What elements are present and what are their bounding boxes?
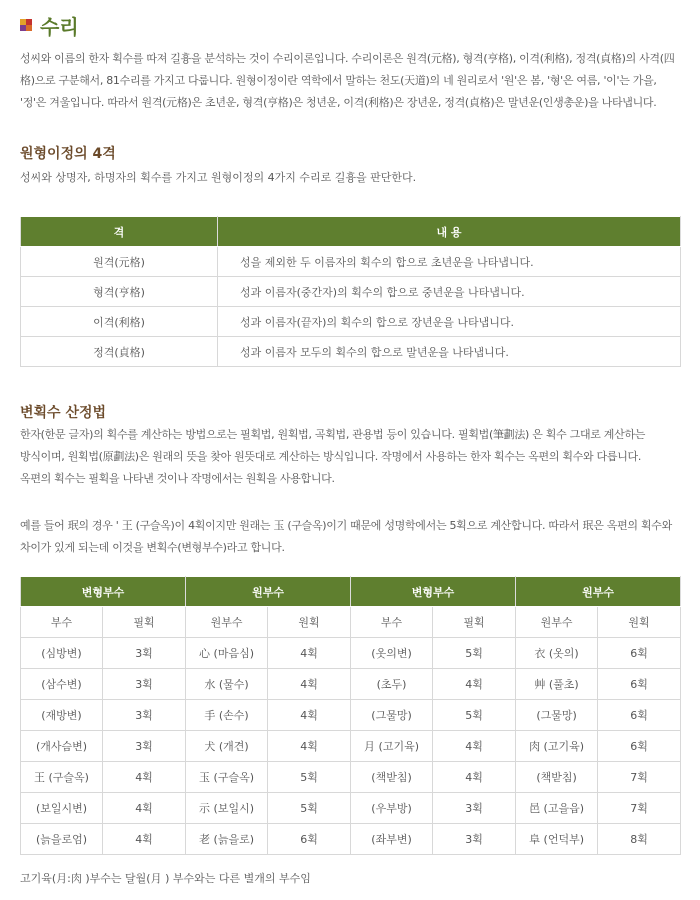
original-busu-cell: 犬 (개견) [186,731,268,762]
header-gyeok: 격 [21,217,218,247]
group-header: 원부수 [516,577,681,607]
original-busu-cell: 示 (보일시) [186,793,268,824]
original-busu-cell: 肉 (고기육) [516,731,598,762]
original-stroke-cell: 7획 [598,793,681,824]
stroke-cell: 5획 [433,700,516,731]
color-squares-icon [20,19,32,31]
gyeok-content: 성과 이름자(중간자)의 획수의 합으로 중년운을 나타냅니다. [218,277,681,307]
sub-header: 원획 [268,607,351,638]
gyeok-name: 이격(利格) [21,307,218,337]
busu-cell: 月 (고기육) [351,731,433,762]
intro-line: 성씨와 이름의 한자 획수를 따져 길흉을 분석하는 것이 수리이론입니다. 수리이론은 원격(元格), 형격(亨格), 이격(利格), 정격(貞格)의 사격(四 [20,52,675,65]
stroke-cell: 4획 [433,731,516,762]
original-stroke-cell: 4획 [268,669,351,700]
table-header-row [21,217,681,247]
four-gyeok-table [20,216,681,367]
stroke-cell: 3획 [103,700,186,731]
original-busu-cell: 水 (물수) [186,669,268,700]
original-stroke-cell: 8획 [598,824,681,855]
original-stroke-cell: 5획 [268,793,351,824]
paragraph-line: 한자(한문 글자)의 획수를 계산하는 방법으로는 필획법, 원획법, 곡획법, 관용법 등이 있습니다. 필획법(筆劃法) 은 획수 그대로 계산하는 [20,428,646,441]
sub-header: 원부수 [186,607,268,638]
busu-cell: (초두) [351,669,433,700]
original-stroke-cell: 6획 [598,669,681,700]
busu-cell: (재방변) [21,700,103,731]
footnote: 고기육(月:肉 )부수는 달월(月 ) 부수와는 다른 별개의 부수임 [20,872,311,885]
sub-header: 원획 [598,607,681,638]
original-busu-cell: 老 (늙을로) [186,824,268,855]
byeonhoeksu-paragraph-1 [20,424,680,490]
table-row [21,669,681,700]
original-stroke-cell: 6획 [598,700,681,731]
gyeok-name: 원격(元格) [21,247,218,277]
busu-cell: (심방변) [21,638,103,669]
gyeok-name: 정격(貞格) [21,337,218,367]
busu-cell: (책받침) [351,762,433,793]
stroke-cell: 4획 [103,824,186,855]
stroke-cell: 4획 [433,669,516,700]
group-header: 변형부수 [21,577,186,607]
original-stroke-cell: 6획 [598,638,681,669]
gyeok-name: 형격(亨格) [21,277,218,307]
section-desc-four-gyeok: 성씨와 상명자, 하명자의 획수를 가지고 원형이정의 4가지 수리로 길흉을 판단한다. [20,171,417,184]
busu-cell: (보일시변) [21,793,103,824]
table-row [21,824,681,855]
intro-line: '정'은 겨울입니다. 따라서 원격(元格)은 초년운, 형격(亨格)은 청년운, 이격(利格)은 장년운, 정격(貞格)은 말년운(인생총운)을 나타냅니다. [20,96,657,109]
busu-cell: (개사슴변) [21,731,103,762]
stroke-cell: 4획 [103,762,186,793]
stroke-cell: 3획 [103,669,186,700]
group-header-row [21,577,681,607]
sub-header: 원부수 [516,607,598,638]
original-stroke-cell: 7획 [598,762,681,793]
original-busu-cell: (그물망) [516,700,598,731]
section-title-four-gyeok: 원형이정의 4격 [20,146,116,162]
stroke-cell: 3획 [433,793,516,824]
header-content: 내 용 [218,217,681,247]
sub-header: 부수 [21,607,103,638]
original-busu-cell: 邑 (고을읍) [516,793,598,824]
group-header: 변형부수 [351,577,516,607]
stroke-cell: 4획 [103,793,186,824]
original-stroke-cell: 6획 [598,731,681,762]
original-stroke-cell: 4획 [268,638,351,669]
stroke-cell: 3획 [103,638,186,669]
busu-cell: (삼수변) [21,669,103,700]
table-row [21,277,681,307]
stroke-cell: 5획 [433,638,516,669]
original-busu-cell: 心 (마음심) [186,638,268,669]
busu-cell: (좌부변) [351,824,433,855]
table-row [21,793,681,824]
busu-cell: (그물망) [351,700,433,731]
byeonhyeong-busu-table [20,576,681,855]
table-row [21,638,681,669]
busu-cell: (늙을로엄) [21,824,103,855]
gyeok-content: 성과 이름자 모두의 획수의 합으로 말년운을 나타냅니다. [218,337,681,367]
table-row [21,731,681,762]
stroke-cell: 3획 [103,731,186,762]
paragraph-line: 옥편의 획수는 필획을 나타낸 것이나 작명에서는 원획을 사용합니다. [20,472,335,485]
paragraph-line: 방식이며, 원획법(原劃法)은 원래의 뜻을 찾아 원뜻대로 계산하는 방식입니다. 작명에서 사용하는 한자 획수는 옥편의 획수와 다릅니다. [20,450,642,463]
busu-cell: (우부방) [351,793,433,824]
original-busu-cell: 艸 (풀초) [516,669,598,700]
sub-header: 부수 [351,607,433,638]
gyeok-content: 성을 제외한 두 이름자의 획수의 합으로 초년운을 나타냅니다. [218,247,681,277]
intro-line: 格)으로 구분해서, 81수리를 가지고 다룹니다. 원형이정이란 역학에서 말하는 천도(天道)의 네 원리로서 '원'은 봄, '형'은 여름, '이'는 가을, [20,74,657,87]
stroke-cell: 4획 [433,762,516,793]
table-row [21,762,681,793]
table-row [21,307,681,337]
sub-header: 필획 [433,607,516,638]
original-busu-cell: (책받침) [516,762,598,793]
intro-paragraph [20,48,680,114]
section-title-byeonhoeksu: 변획수 산정법 [20,405,107,421]
page-title: 수리 [40,14,79,39]
busu-cell: 王 (구슬옥) [21,762,103,793]
table-row [21,337,681,367]
gyeok-content: 성과 이름자(끝자)의 획수의 합으로 장년운을 나타냅니다. [218,307,681,337]
sub-header-row [21,607,681,638]
group-header: 원부수 [186,577,351,607]
paragraph-line: 예를 들어 珉의 경우 ' 王 (구슬옥)이 4획이지만 원래는 玉 (구슬옥)이기 때문에 성명학에서는 5획으로 계산합니다. 따라서 珉은 옥편의 획수와 [20,519,672,532]
paragraph-line: 차이가 있게 되는데 이것을 변획수(변형부수)라고 합니다. [20,541,285,554]
busu-cell: (옷의변) [351,638,433,669]
table-row [21,700,681,731]
original-stroke-cell: 6획 [268,824,351,855]
original-stroke-cell: 5획 [268,762,351,793]
page-header [20,10,79,40]
table-row [21,247,681,277]
original-busu-cell: 玉 (구슬옥) [186,762,268,793]
original-busu-cell: 衣 (옷의) [516,638,598,669]
stroke-cell: 3획 [433,824,516,855]
sub-header: 필획 [103,607,186,638]
original-busu-cell: 阜 (언덕부) [516,824,598,855]
original-stroke-cell: 4획 [268,700,351,731]
byeonhoeksu-paragraph-2 [20,515,680,559]
original-busu-cell: 手 (손수) [186,700,268,731]
original-stroke-cell: 4획 [268,731,351,762]
